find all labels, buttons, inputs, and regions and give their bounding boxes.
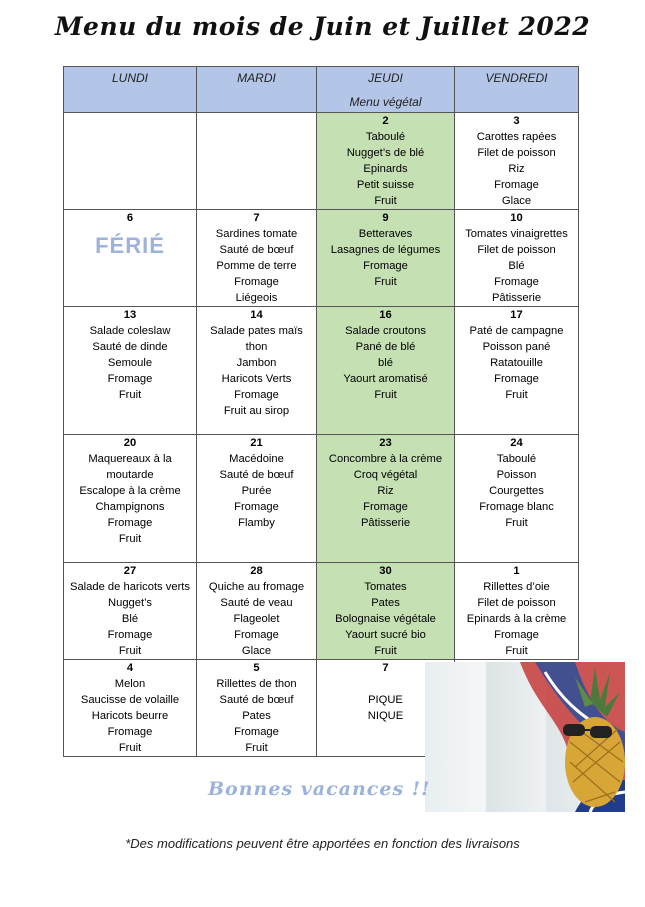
day-cell bbox=[64, 660, 197, 757]
menu-item: blé bbox=[378, 357, 393, 369]
menu-item: Fruit au sirop bbox=[223, 405, 290, 417]
day-number: 1 bbox=[513, 565, 520, 577]
day-cell bbox=[64, 113, 197, 210]
menu-item: Liégeois bbox=[235, 292, 278, 304]
menu-item: Melon bbox=[114, 678, 146, 690]
day-number: 27 bbox=[123, 565, 137, 577]
menu-item: Filet de poisson bbox=[477, 597, 556, 609]
day-number: 5 bbox=[253, 662, 260, 674]
menu-item: Maquereaux à la bbox=[88, 453, 172, 465]
menu-item: Carottes rapées bbox=[476, 131, 557, 143]
menu-item: Fromage bbox=[107, 629, 153, 641]
menu-item: Poisson pané bbox=[482, 341, 551, 353]
menu-item: Flamby bbox=[238, 517, 275, 529]
day-number: 6 bbox=[126, 212, 134, 224]
day-cell bbox=[455, 113, 579, 210]
menu-item: Courgettes bbox=[489, 485, 544, 497]
day-cell bbox=[197, 660, 317, 757]
menu-item: Salade coleslaw bbox=[89, 325, 171, 337]
day-cell bbox=[317, 563, 455, 660]
menu-item: Flageolet bbox=[233, 613, 280, 625]
menu-item: Fromage bbox=[234, 726, 279, 738]
menu-item: Fruit bbox=[374, 389, 397, 401]
page-title: Menu du mois de Juin et Juillet 2022 bbox=[54, 12, 591, 41]
menu-item: Fruit bbox=[374, 195, 397, 207]
day-number: 30 bbox=[379, 565, 392, 577]
day-number: 13 bbox=[123, 309, 137, 321]
week-row bbox=[64, 307, 579, 435]
day-number: 17 bbox=[510, 309, 523, 321]
menu-item: Lasagnes de légumes bbox=[330, 244, 441, 256]
menu-item: Fromage blanc bbox=[479, 501, 554, 513]
menu-item: Bolognaise végétale bbox=[335, 613, 436, 625]
menu-item: Fruit bbox=[118, 389, 142, 401]
day-cell bbox=[455, 563, 579, 660]
day-number: 14 bbox=[250, 309, 263, 321]
menu-item: moutarde bbox=[106, 469, 154, 481]
menu-item: Filet de poisson bbox=[477, 244, 556, 256]
pineapple-photo bbox=[425, 662, 625, 812]
menu-item: Concombre à la crème bbox=[328, 453, 443, 465]
menu-item: Escalope à la crème bbox=[79, 485, 181, 497]
menu-item: Quiche au fromage bbox=[208, 581, 305, 593]
menu-item: Pomme de terre bbox=[216, 260, 297, 272]
menu-item: Fromage bbox=[494, 373, 539, 385]
day-number: 23 bbox=[379, 437, 392, 449]
menu-item: Fromage bbox=[363, 501, 408, 513]
menu-item: Salade pates maïs bbox=[210, 325, 303, 337]
menu-item: Fromage bbox=[107, 726, 153, 738]
menu-item: Fromage bbox=[107, 517, 153, 529]
day-cell bbox=[197, 435, 317, 563]
day-cell bbox=[64, 210, 197, 307]
menu-item: Nugget’s bbox=[108, 597, 152, 609]
week-row bbox=[64, 113, 579, 210]
menu-item: Pâtisserie bbox=[491, 292, 542, 304]
menu-item: Fruit bbox=[245, 742, 268, 754]
day-cell bbox=[317, 210, 455, 307]
day-number: 7 bbox=[253, 212, 260, 224]
day-cell bbox=[197, 210, 317, 307]
menu-item: Champignons bbox=[95, 501, 165, 513]
menu-item: Fromage bbox=[363, 260, 408, 272]
day-number: 7 bbox=[382, 662, 389, 674]
day-number: 20 bbox=[123, 437, 137, 449]
day-number: 16 bbox=[379, 309, 392, 321]
menu-item: Fruit bbox=[118, 533, 142, 545]
menu-item: Macédoine bbox=[229, 453, 284, 465]
menu-item: Betteraves bbox=[358, 228, 413, 240]
menu-item: Epinards à la crème bbox=[466, 613, 567, 625]
menu-item: Fromage bbox=[234, 276, 279, 288]
menu-item: Semoule bbox=[107, 357, 153, 369]
menu-item: Fruit bbox=[118, 645, 142, 657]
farewell-message: Bonnes vacances !! bbox=[208, 778, 431, 800]
menu-item: Riz bbox=[508, 163, 525, 175]
header-mardi: MARDI bbox=[197, 67, 317, 113]
menu-item: Haricots beurre bbox=[91, 710, 169, 722]
menu-item: Fromage bbox=[494, 629, 539, 641]
day-cell bbox=[197, 563, 317, 660]
menu-item: Pates bbox=[371, 597, 400, 609]
day-cell bbox=[197, 307, 317, 435]
menu-item: Saucisse de volaille bbox=[80, 694, 180, 706]
day-cell bbox=[64, 435, 197, 563]
footnote: *Des modifications peuvent être apportées en fonction des livraisons bbox=[125, 836, 520, 851]
day-number: 24 bbox=[510, 437, 523, 449]
menu-item: PIQUE bbox=[368, 694, 403, 706]
menu-item: Fromage bbox=[234, 389, 279, 401]
menu-item: Rillettes d’oie bbox=[483, 581, 550, 593]
day-number: 21 bbox=[250, 437, 263, 449]
week-row bbox=[64, 210, 579, 307]
week-row bbox=[64, 435, 579, 563]
menu-item: Pates bbox=[242, 710, 271, 722]
menu-item: Paté de campagne bbox=[469, 325, 564, 337]
menu-item: Taboulé bbox=[365, 131, 406, 143]
holiday-label: FÉRIÉ bbox=[95, 233, 165, 258]
menu-item: Petit suisse bbox=[356, 179, 415, 191]
day-cell bbox=[197, 113, 317, 210]
menu-item: NIQUE bbox=[367, 710, 404, 722]
menu-item: Croq végétal bbox=[353, 469, 418, 481]
day-cell bbox=[317, 435, 455, 563]
menu-item: Glace bbox=[501, 195, 532, 207]
header-lundi: LUNDI bbox=[64, 67, 197, 113]
menu-item: Ratatouille bbox=[490, 357, 543, 369]
menu-item: Blé bbox=[121, 613, 139, 625]
menu-item: Sauté de dinde bbox=[92, 341, 168, 353]
menu-item: Fromage bbox=[494, 179, 539, 191]
header-subtitle-vegetal: Menu végétal bbox=[349, 95, 422, 109]
menu-item: Purée bbox=[241, 485, 272, 497]
day-cell bbox=[455, 210, 579, 307]
menu-item: Salade de haricots verts bbox=[69, 581, 191, 593]
menu-item: Fromage bbox=[234, 629, 279, 641]
week-row bbox=[64, 563, 579, 660]
day-number: 9 bbox=[382, 212, 389, 224]
menu-item: thon bbox=[245, 341, 268, 353]
menu-item: Tomates bbox=[364, 581, 407, 593]
day-number: 10 bbox=[510, 212, 523, 224]
menu-item: Fruit bbox=[505, 517, 528, 529]
menu-item: Sauté de veau bbox=[220, 597, 293, 609]
menu-item: Nugget’s de blé bbox=[346, 147, 425, 159]
menu-table bbox=[63, 66, 579, 757]
menu-item: Fruit bbox=[118, 742, 142, 754]
menu-item: Yaourt sucré bio bbox=[345, 629, 426, 641]
menu-item: Riz bbox=[377, 485, 394, 497]
menu-item: Salade croutons bbox=[345, 325, 426, 337]
menu-item: Blé bbox=[508, 260, 525, 272]
menu-item: Haricots Verts bbox=[221, 373, 292, 385]
pineapple-image bbox=[425, 662, 625, 812]
day-cell bbox=[317, 113, 455, 210]
menu-item: Fruit bbox=[505, 389, 528, 401]
menu-item: Sauté de bœuf bbox=[219, 244, 294, 256]
header-row bbox=[64, 67, 579, 113]
menu-item: Pané de blé bbox=[355, 341, 416, 353]
day-cell bbox=[455, 307, 579, 435]
menu-item: Fromage bbox=[494, 276, 539, 288]
day-cell bbox=[455, 435, 579, 563]
menu-item: Poisson bbox=[496, 469, 537, 481]
menu-item: Fromage bbox=[107, 373, 153, 385]
menu-item: Filet de poisson bbox=[477, 147, 556, 159]
menu-item: Yaourt aromatisé bbox=[343, 373, 428, 385]
menu-item: Tomates vinaigrettes bbox=[465, 228, 568, 240]
menu-item: Rillettes de thon bbox=[216, 678, 297, 690]
menu-item: Glace bbox=[241, 645, 272, 657]
menu-item: Taboulé bbox=[496, 453, 537, 465]
menu-item: Fruit bbox=[374, 645, 397, 657]
day-number: 2 bbox=[382, 115, 389, 127]
day-number: 4 bbox=[126, 662, 134, 674]
menu-item: Fruit bbox=[374, 276, 397, 288]
day-cell bbox=[317, 307, 455, 435]
menu-item: Sauté de bœuf bbox=[219, 694, 294, 706]
menu-item: Epinards bbox=[363, 163, 408, 175]
day-number: 28 bbox=[250, 565, 263, 577]
day-cell bbox=[64, 307, 197, 435]
header-jeudi: JEUDI Menu végétal bbox=[317, 67, 455, 113]
menu-item: Sardines tomate bbox=[215, 228, 298, 240]
header-vendredi: VENDREDI bbox=[455, 67, 579, 113]
menu-item: Fruit bbox=[505, 645, 528, 657]
menu-item: Fromage bbox=[234, 501, 279, 513]
menu-item: Jambon bbox=[236, 357, 277, 369]
day-number: 3 bbox=[513, 115, 520, 127]
menu-item: Sauté de bœuf bbox=[219, 469, 294, 481]
menu-item: Pâtisserie bbox=[360, 517, 411, 529]
day-cell bbox=[64, 563, 197, 660]
